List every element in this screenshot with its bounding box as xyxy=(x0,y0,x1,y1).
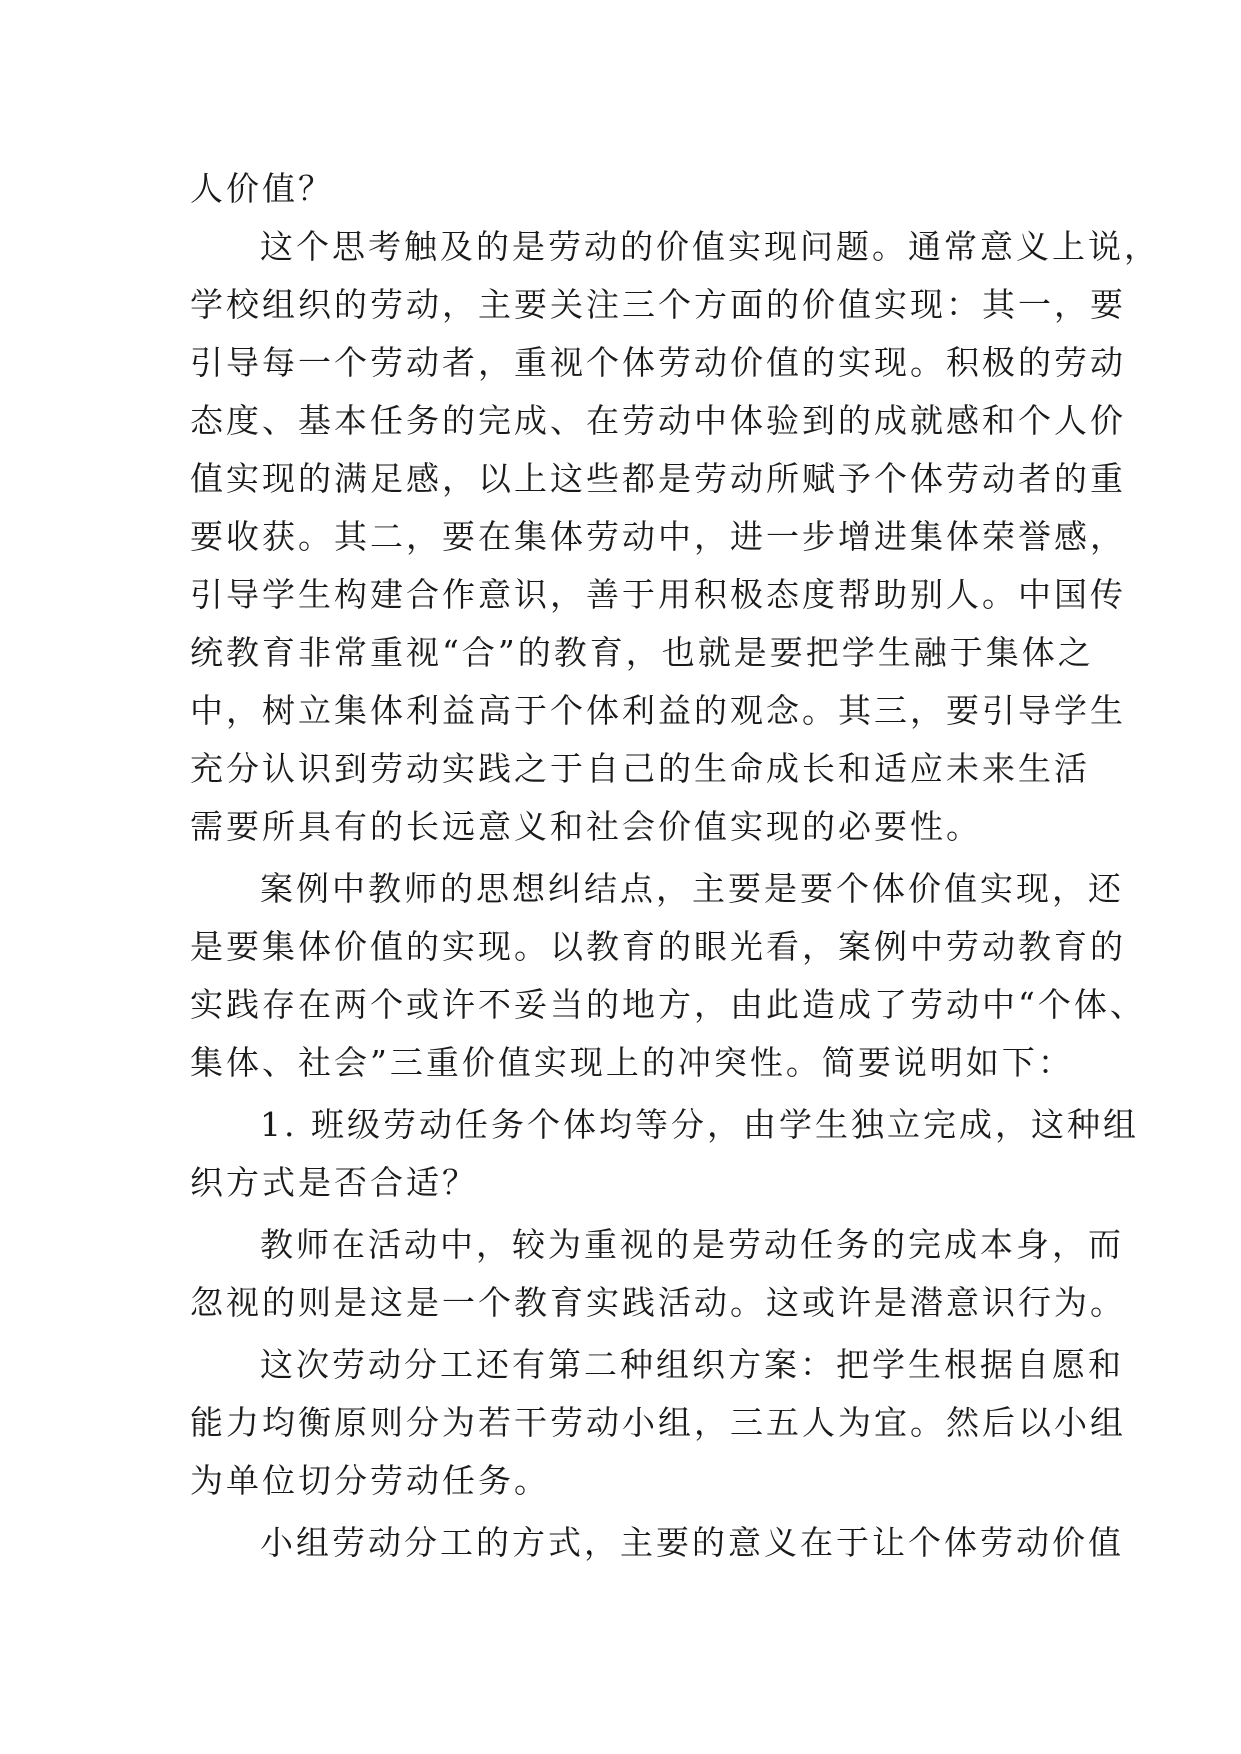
paragraph-start-line: 这个思考触及的是劳动的价值实现问题。通常意义上说， xyxy=(260,227,1160,266)
text-line: 织方式是否合适？ xyxy=(190,1163,478,1202)
text-line: 引导学生构建合作意识，善于用积极态度帮助别人。中国传 xyxy=(190,575,1126,614)
text-line: 忽视的则是这是一个教育实践活动。这或许是潜意识行为。 xyxy=(190,1283,1126,1322)
text-line: 集体、社会”三重价值实现上的冲突性。简要说明如下： xyxy=(190,1043,1074,1082)
paragraph-start-line: 教师在活动中，较为重视的是劳动任务的完成本身，而 xyxy=(260,1225,1124,1264)
text-line: 能力均衡原则分为若干劳动小组，三五人为宜。然后以小组 xyxy=(190,1403,1126,1442)
body-text xyxy=(190,160,1160,1572)
text-line: 态度、基本任务的完成、在劳动中体验到的成就感和个人价 xyxy=(190,401,1126,440)
paragraph-start-line: 案例中教师的思想纠结点，主要是要个体价值实现，还 xyxy=(260,869,1124,908)
text-line: 学校组织的劳动，主要关注三个方面的价值实现：其一，要 xyxy=(190,285,1126,324)
text-line: 中，树立集体利益高于个体利益的观念。其三，要引导学生 xyxy=(190,691,1126,730)
text-line: 引导每一个劳动者，重视个体劳动价值的实现。积极的劳动 xyxy=(190,343,1126,382)
text-line: 需要所具有的长远意义和社会价值实现的必要性。 xyxy=(190,807,982,846)
text-line: 实践存在两个或许不妥当的地方，由此造成了劳动中“个体、 xyxy=(190,985,1146,1024)
text-line: 人价值？ xyxy=(190,169,334,208)
numbered-item-line: 1. 班级劳动任务个体均等分，由学生独立完成，这种组 xyxy=(260,1105,1139,1144)
text-line: 是要集体价值的实现。以教育的眼光看，案例中劳动教育的 xyxy=(190,927,1126,966)
text-line: 充分认识到劳动实践之于自己的生命成长和适应未来生活 xyxy=(190,749,1090,788)
text-line: 统教育非常重视“合”的教育，也就是要把学生融于集体之 xyxy=(190,633,1094,672)
paragraph-start-line: 这次劳动分工还有第二种组织方案：把学生根据自愿和 xyxy=(260,1345,1124,1384)
text-line: 值实现的满足感，以上这些都是劳动所赋予个体劳动者的重 xyxy=(190,459,1126,498)
text-line: 要收获。其二，要在集体劳动中，进一步增进集体荣誉感， xyxy=(190,517,1126,556)
paragraph-start-line: 小组劳动分工的方式，主要的意义在于让个体劳动价值 xyxy=(260,1523,1124,1562)
text-line: 为单位切分劳动任务。 xyxy=(190,1461,550,1500)
